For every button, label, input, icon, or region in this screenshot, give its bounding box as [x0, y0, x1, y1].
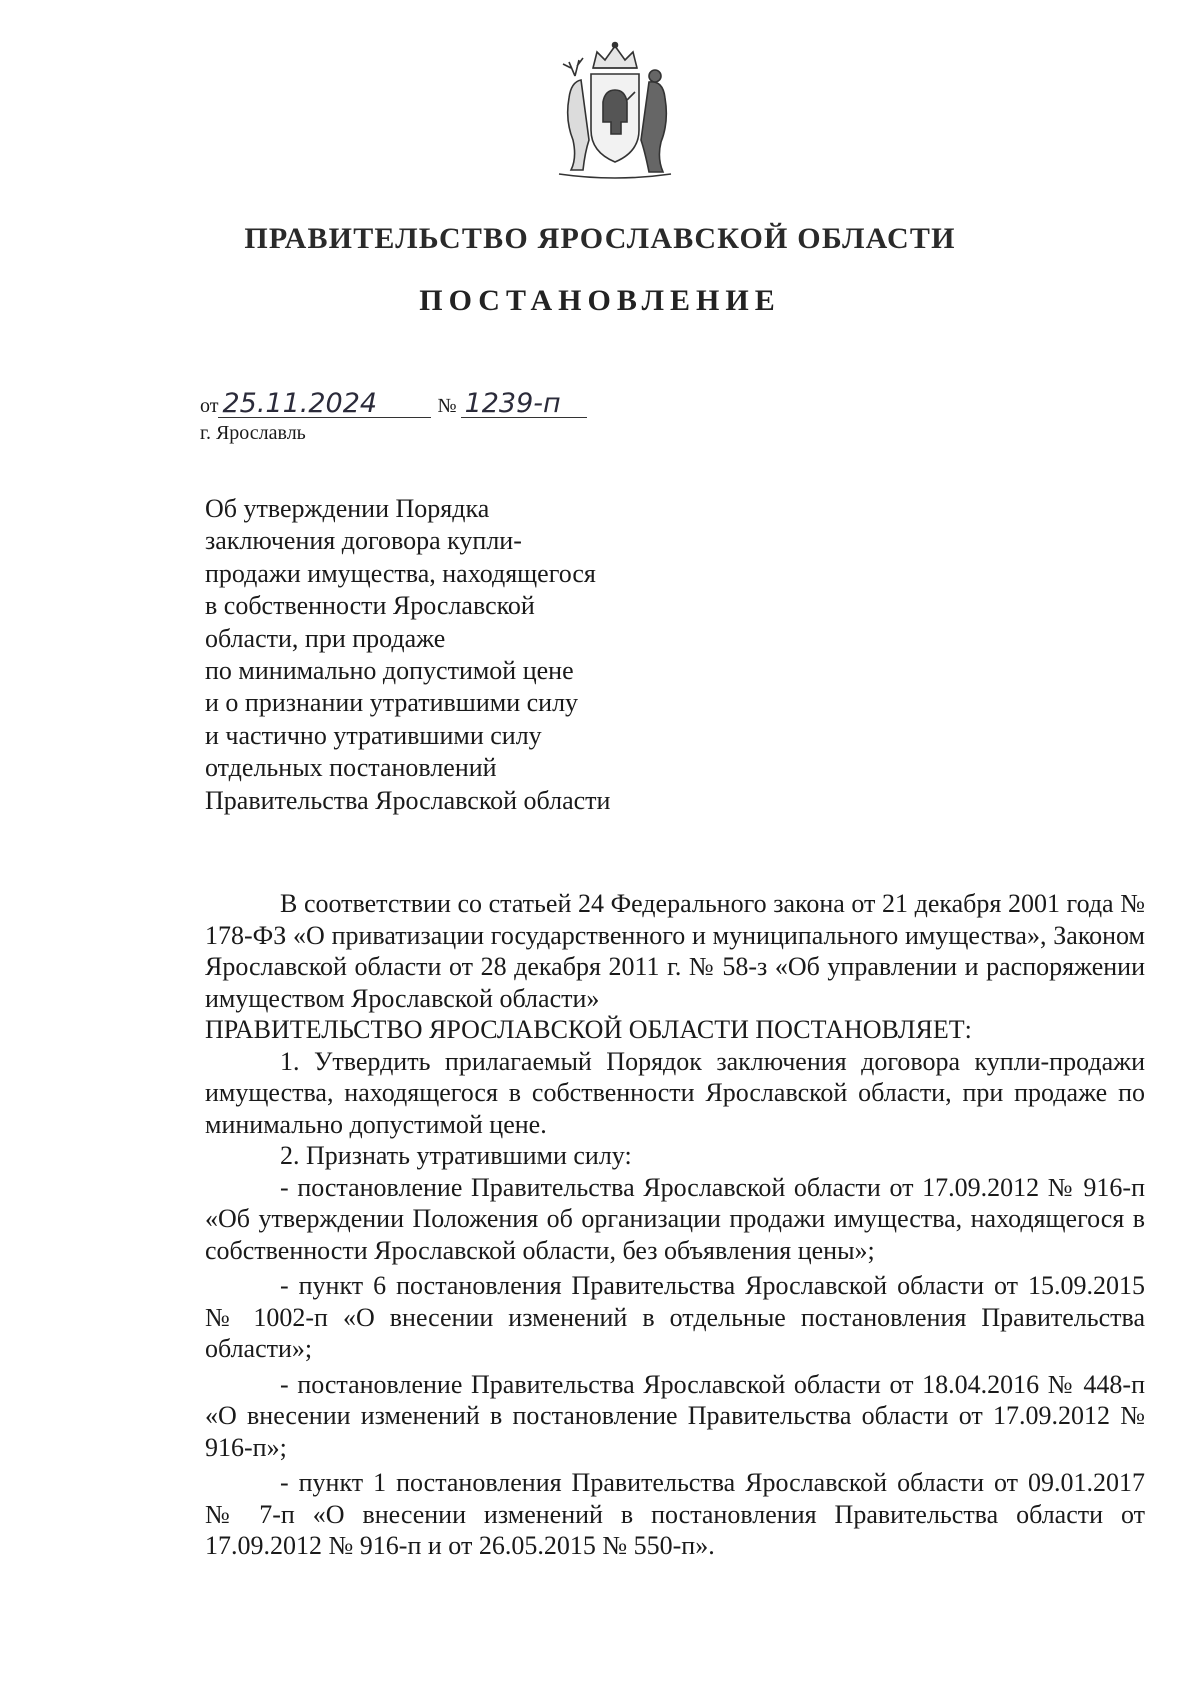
subject-line: и о признании утратившими силу — [205, 688, 579, 718]
subject-line: в собственности Ярославской — [205, 591, 535, 621]
resolution-heading: ПРАВИТЕЛЬСТВО ЯРОСЛАВСКОЙ ОБЛАСТИ ПОСТАНОВЛЯЕТ: — [205, 1015, 972, 1044]
item-2-paragraph: 2. Признать утратившими силу: — [280, 1141, 632, 1170]
document-body — [205, 888, 1145, 1562]
document-subject — [205, 493, 610, 817]
date-number-line — [200, 390, 587, 418]
subject-line: отдельных постановлений — [205, 753, 497, 783]
repealed-list-item: - пункт 1 постановления Правительства Ярославской области от 09.01.2017 № 7-п «О внесении изменений в постановления Правительства области от 17.09.2012 № 916-п и от 26.05.2015 № 550-п». — [205, 1468, 1145, 1560]
date-prefix: от — [200, 395, 219, 417]
handwritten-number: 1239-п — [461, 390, 587, 418]
subject-line: Об утверждении Порядка — [205, 494, 490, 523]
item-1-paragraph: 1. Утвердить прилагаемый Порядок заключения договора купли-продажи имущества, находящегося в собственности Ярославской области, при продаже по минимально допустимой цене. — [205, 1046, 1145, 1139]
subject-line: области, при продаже — [205, 623, 446, 653]
repealed-list-item: - постановление Правительства Ярославской области от 17.09.2012 № 916-п «Об утверждении Положения об организации продажи имущества, находящегося в собственности Ярославской области, без объявления цены»; — [205, 1172, 1145, 1265]
preamble-paragraph: В соответствии со статьей 24 Федерального закона от 21 декабря 2001 года № 178-ФЗ «О приватизации государственного и муниципального имущества», Законом Ярославской области от 28 декабря 2011 г. № 58-з «Об управлении и распоряжении имуществом Ярославской области» — [205, 889, 1145, 1013]
subject-line: Правительства Ярославской области — [205, 785, 611, 815]
document-type-heading: ПОСТАНОВЛЕНИЕ — [419, 284, 781, 317]
organization-title: ПРАВИТЕЛЬСТВО ЯРОСЛАВСКОЙ ОБЛАСТИ — [244, 222, 956, 255]
subject-line: по минимально допустимой цене — [205, 656, 574, 686]
repealed-list-item: - пункт 6 постановления Правительства Ярославской области от 15.09.2015 № 1002-п «О внесении изменений в отдельные постановления Правительства области»; — [205, 1271, 1145, 1363]
handwritten-date: 25.11.2024 — [218, 390, 431, 418]
coat-of-arms-emblem — [535, 40, 695, 185]
number-sign: № — [437, 395, 457, 417]
subject-line: заключения договора купли- — [205, 526, 522, 556]
subject-line: продажи имущества, находящегося — [205, 558, 596, 588]
city-label: г. Ярославль — [200, 422, 306, 444]
repealed-list-item: - постановление Правительства Ярославской области от 18.04.2016 № 448-п «О внесении изменений в постановление Правительства области от 17.09.2012 № 916-п»; — [205, 1369, 1145, 1462]
subject-line: и частично утратившими силу — [205, 720, 542, 750]
